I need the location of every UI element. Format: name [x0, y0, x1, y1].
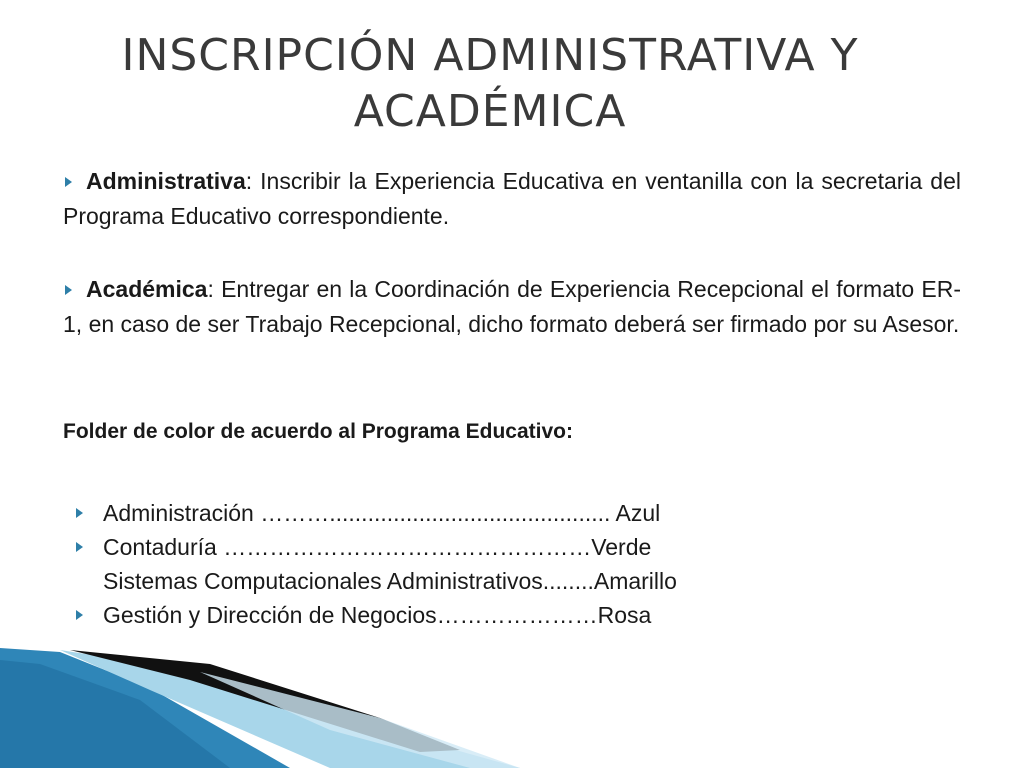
title-line-1: INSCRIPCIÓN ADMINISTRATIVA Y [121, 30, 859, 81]
program-line-continuation: Sistemas Computacionales Administrativos........Amarillo [103, 568, 677, 594]
program-line: Administración ………............................................ Azul [103, 500, 661, 526]
program-line: Gestión y Dirección de Negocios…………………Rosa [103, 602, 652, 628]
text-administrativa: : Inscribir la Experiencia Educativa en ventanilla con la secretaria del Programa Educativo correspondiente. [63, 168, 961, 229]
program-line: Contaduría …………………………………………Verde [103, 534, 652, 560]
title-line-2: ACADÉMICA [353, 86, 627, 137]
term-administrativa: Administrativa [86, 168, 246, 194]
folder-heading: Folder de color de acuerdo al Programa Educativo: [63, 420, 573, 443]
term-academica: Académica [86, 276, 208, 302]
text-academica: : Entregar en la Coordinación de Experiencia Recepcional el formato ER-1, en caso de ser Trabajo Recepcional, dicho formato deberá ser firmado por su Asesor. [63, 276, 961, 337]
